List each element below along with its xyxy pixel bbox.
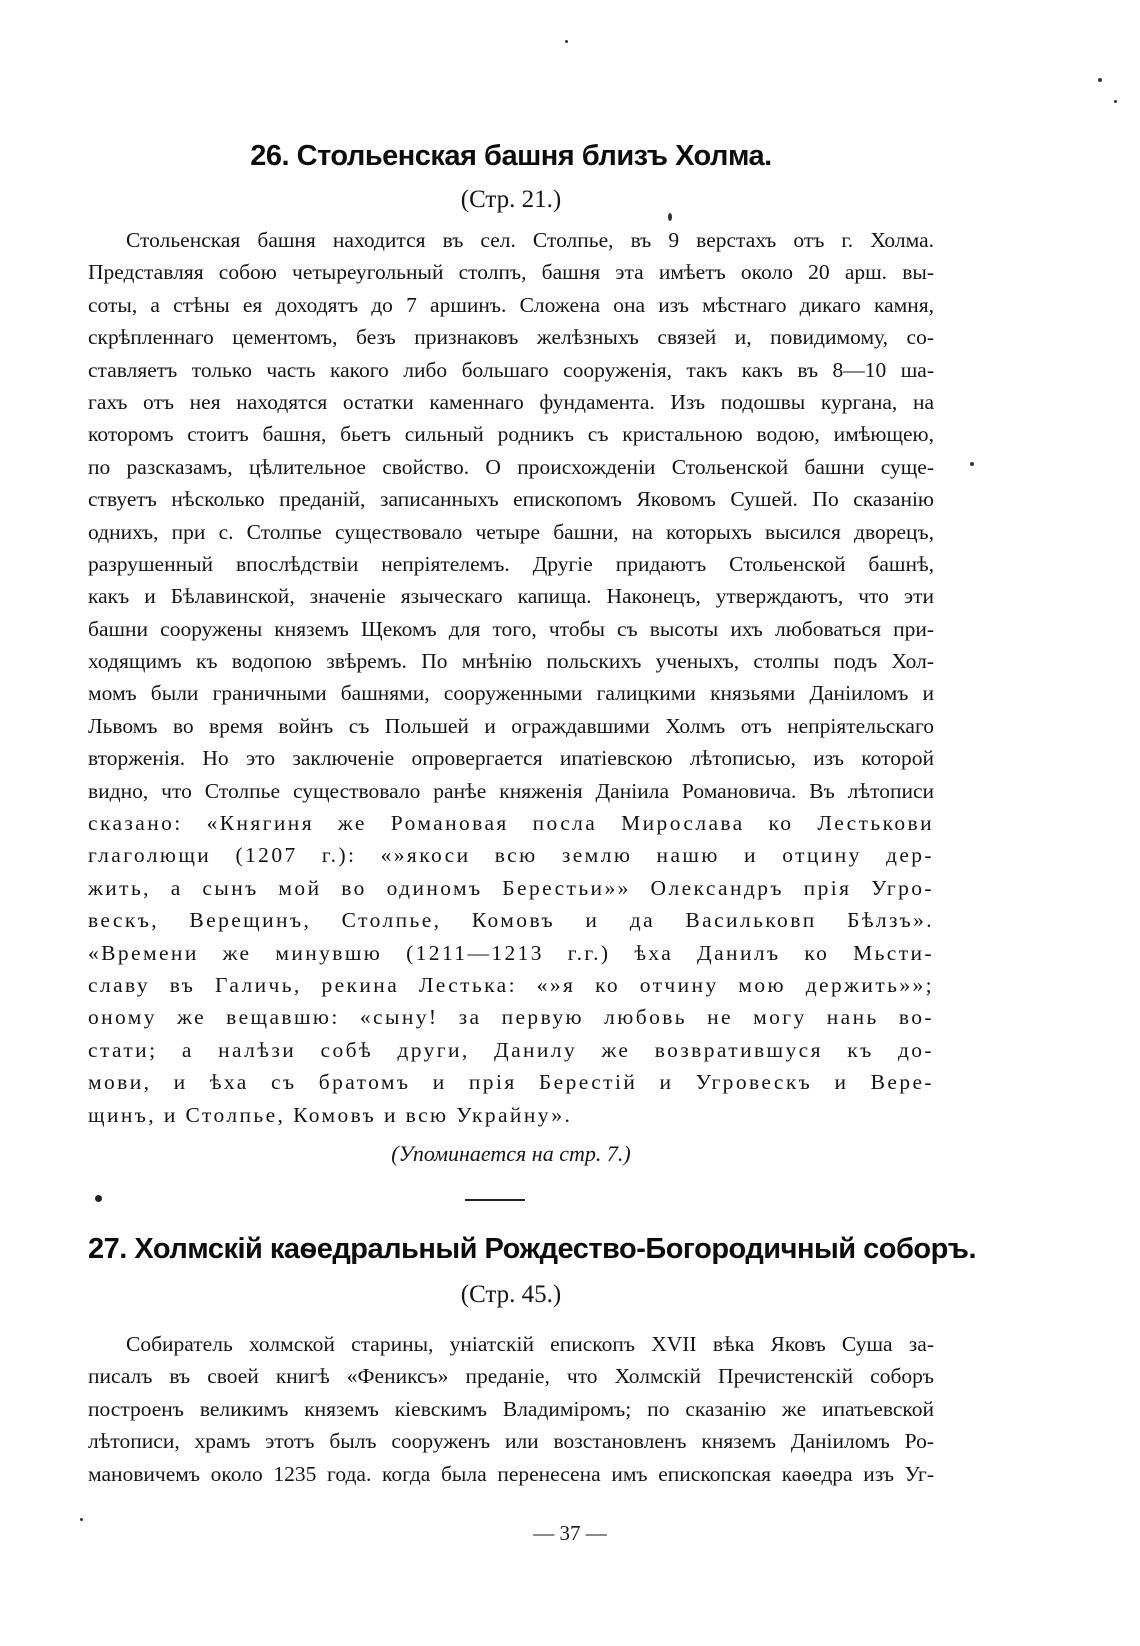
- section-27-body: [88, 1328, 934, 1490]
- section-26-title: 26. Стольенская башня близъ Холма.: [250, 140, 772, 172]
- quote-line: стати; а налѣзи собѣ други, Данилу же возвратившуся къ до-: [88, 1037, 934, 1062]
- quote-line: оному же вещавшю: «сыну! за первую любовь не могу нань во-: [88, 1005, 934, 1030]
- quote-line: «Времени же минувшю (1211—1213 г.г.) ѣха Данилъ ко Мьсти-: [88, 940, 934, 965]
- quote-line: мови, и ѣха съ братомъ и прія Берестій и Угровескъ и Вере-: [88, 1070, 934, 1095]
- text-line: башни сооружены княземъ Щекомъ для того, чтобы съ высоты ихъ любоваться при-: [88, 616, 934, 641]
- quote-line: славу въ Галичь, рекина Лестька: «»я ко отчину мою держить»»;: [88, 972, 934, 997]
- text-line: мановичемъ около 1235 года. когда была перенесена имъ епископская каѳедра изъ Уг-: [88, 1461, 934, 1486]
- text-line: лѣтописи, храмъ этотъ былъ сооруженъ или возстановленъ княземъ Даніиломъ Ро-: [88, 1429, 934, 1454]
- text-line: соты, а стѣны ея доходятъ до 7 аршинъ. Сложена она изъ мѣстнаго дикаго камня,: [88, 292, 934, 317]
- quote-line: щинъ, и Столпье, Комовъ и всю Украйну».: [88, 1102, 573, 1127]
- quote-line: вескъ, Верещинъ, Столпье, Комовъ и да Васильковп Бѣлзъ».: [88, 908, 934, 933]
- scan-speck: [80, 1518, 83, 1521]
- scan-speck: [1114, 100, 1117, 103]
- section-26-body: [88, 224, 934, 1131]
- section-26-mention-note: (Упоминается на стр. 7.): [391, 1141, 631, 1166]
- section-27-title-block: [88, 1233, 977, 1266]
- section-27-title: 27. Холмскій каѳедральный Рождество-Богородичный соборъ.: [88, 1233, 977, 1265]
- text-line: по разсказамъ, цѣлительное свойство. О происхожденіи Стольенской башни суще-: [88, 454, 934, 479]
- scan-speck: [565, 40, 568, 43]
- quote-line: сказано: «Княгиня же Романовая посла Мирослава ко Лестькови: [88, 811, 934, 836]
- ink-dot: [95, 1195, 102, 1202]
- section-26-note-block: [88, 1141, 934, 1167]
- text-line: ставляетъ только часть какого либо большаго сооруженія, такъ какъ въ 8—10 ша-: [88, 357, 934, 382]
- text-line: ходящимъ къ водопою звѣремъ. По мнѣнію польскихъ ученыхъ, столпы подъ Хол-: [88, 649, 934, 674]
- text-line: писалъ въ своей книгѣ «Фениксъ» преданіе, что Холмскій Пречистенскій соборъ: [88, 1364, 934, 1389]
- text-line: которомъ стоитъ башня, бьетъ сильный родникъ съ кристальною водою, имѣющею,: [88, 422, 934, 447]
- section-26-ref-block: [88, 186, 934, 214]
- text-line: построенъ великимъ княземъ кіевскимъ Владиміромъ; по сказанію же ипатьевской: [88, 1396, 934, 1421]
- text-line: скрѣпленнаго цементомъ, безъ признаковъ желѣзныхъ связей и, повидимому, со-: [88, 325, 934, 350]
- section-26-page-ref: (Стр. 21.): [460, 186, 562, 213]
- text-line: момъ были граничными башнями, сооруженными галицкими князьями Даніиломъ и: [88, 681, 934, 706]
- text-line: Собиратель холмской старины, уніатскій епископъ XVII вѣка Яковъ Суша за-: [126, 1332, 934, 1356]
- scan-speck: [1098, 78, 1102, 82]
- section-divider: [465, 1199, 525, 1201]
- text-line: однихъ, при с. Столпье существовало четыре башни, на которыхъ высился дворецъ,: [88, 519, 934, 544]
- text-line: Представляя собою четыреугольный столпъ, башня эта имѣетъ около 20 арш. вы-: [88, 260, 934, 285]
- text-line: ствуетъ нѣсколько преданій, записанныхъ епископомъ Яковомъ Сушей. По сказанію: [88, 487, 934, 512]
- text-line: Стольенская башня находится въ сел. Столпье, въ 9 верстахъ отъ г. Холма.: [126, 228, 934, 252]
- text-line: видно, что Столпье существовало ранѣе княженія Даніила Романовича. Въ лѣтописи: [88, 778, 934, 803]
- section-27-ref-block: [88, 1281, 934, 1309]
- quote-line: жить, а сынъ мой во одиномъ Берестьи»» Олександръ прія Угро-: [88, 875, 934, 900]
- section-26-title-block: [88, 140, 934, 173]
- text-line: какъ и Бѣлавинской, значеніе языческаго капища. Наконецъ, утверждаютъ, что эти: [88, 584, 934, 609]
- text-line: разрушенный впослѣдствіи непріятелемъ. Другіе придаютъ Стольенской башнѣ,: [88, 551, 934, 576]
- text-line: вторженія. Но это заключеніе опровергается ипатіевскою лѣтописью, изъ которой: [88, 746, 934, 771]
- text-line: Львомъ во время войнъ съ Польшей и ограждавшими Холмъ отъ непріятельскаго: [88, 713, 934, 738]
- section-27-page-ref: (Стр. 45.): [460, 1281, 562, 1308]
- scan-speck: [970, 462, 974, 466]
- text-line: гахъ отъ нея находятся остатки каменнаго фундамента. Изъ подошвы кургана, на: [88, 389, 934, 414]
- scan-speck: [668, 213, 672, 221]
- page-number: — 37 —: [533, 1521, 607, 1545]
- quote-line: глаголющи (1207 г.): «»якоси всю землю нашю и отцину дер-: [88, 843, 934, 868]
